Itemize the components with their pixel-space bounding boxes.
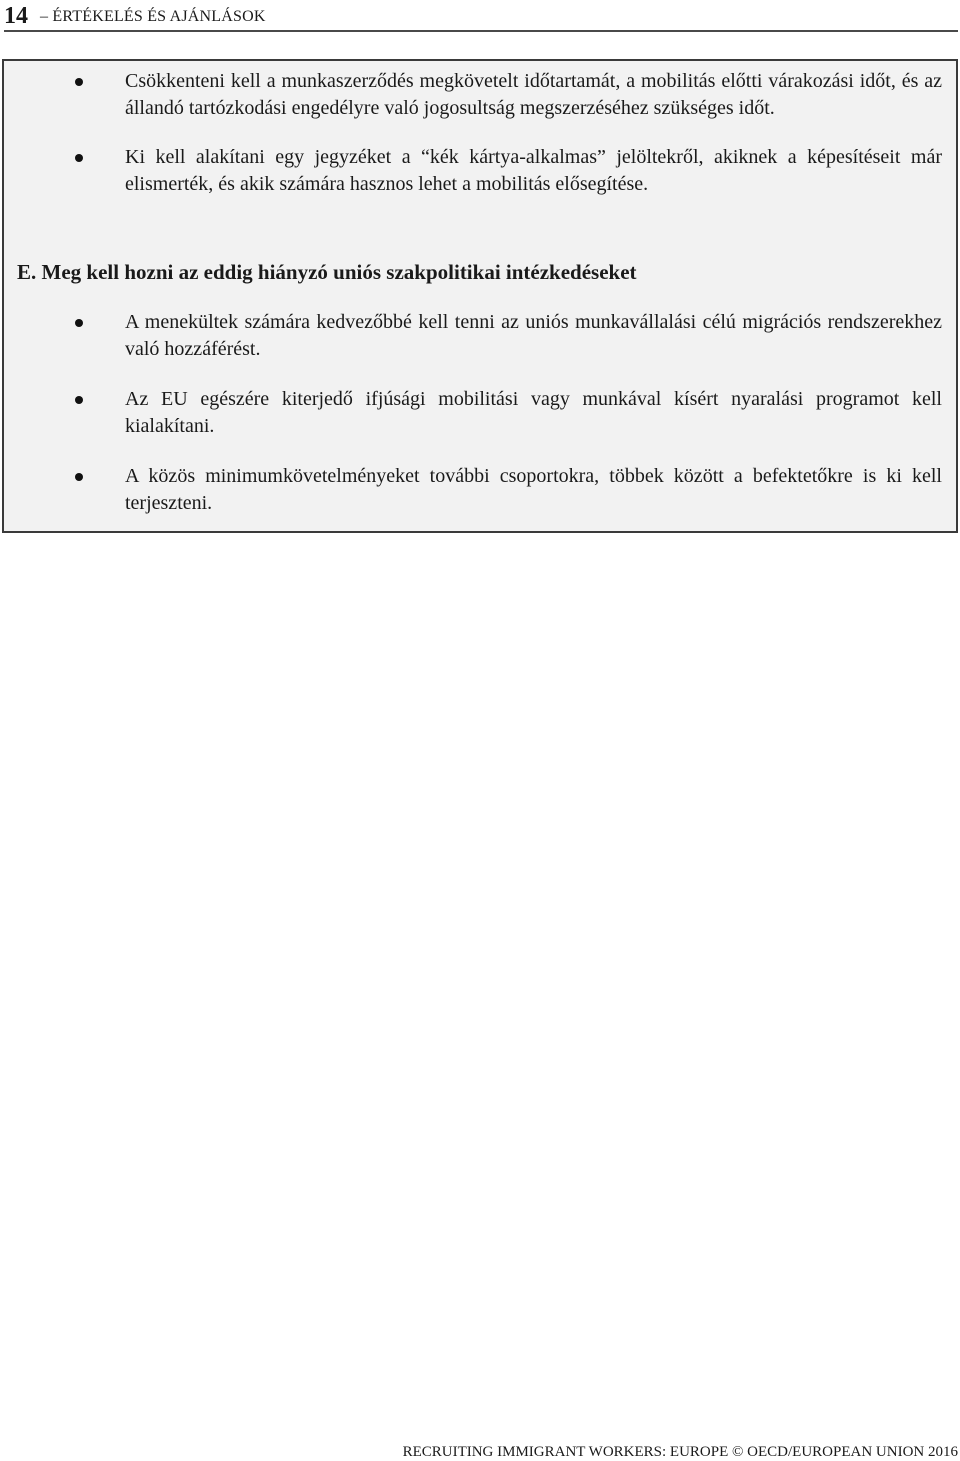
bullet-list-bottom <box>4 309 956 517</box>
bullet-icon <box>75 319 83 327</box>
bullet-list-top <box>4 68 956 198</box>
section-heading: E. Meg kell hozni az eddig hiányzó uniós szakpolitikai intézkedéseket <box>17 260 637 284</box>
list-item-text: Csökkenteni kell a munkaszerződés megkövetelt időtartamát, a mobilitás előtti várakozási időt, és az állandó tartózkodási engedélyre való jogosultság megszerzéséhez szükséges időt. <box>125 70 942 119</box>
list-item-text: Az EU egészére kiterjedő ifjúsági mobilitási vagy munkával kísért nyaralási programot kell kialakítani. <box>125 388 942 437</box>
bullet-icon <box>75 154 83 162</box>
list-item <box>4 386 956 440</box>
bullet-icon <box>75 78 83 86</box>
list-item <box>4 144 956 198</box>
list-item <box>4 309 956 363</box>
page-number: 14 <box>4 3 28 29</box>
running-title: – ÉRTÉKELÉS ÉS AJÁNLÁSOK <box>40 8 266 25</box>
list-item <box>4 68 956 122</box>
list-item-text: A menekültek számára kedvezőbbé kell tenni az uniós munkavállalási célú migrációs rendszerekhez való hozzáférést. <box>125 311 942 360</box>
bullet-icon <box>75 396 83 404</box>
list-item-text: Ki kell alakítani egy jegyzéket a “kék kártya-alkalmas” jelöltekről, akiknek a képesítéseit már elismerték, és akik számára hasznos lehet a mobilitás elősegítése. <box>125 146 942 195</box>
page-header <box>4 2 958 32</box>
list-item-text: A közös minimumkövetelményeket további csoportokra, többek között a befektetőkre is ki kell terjeszteni. <box>125 465 942 514</box>
page-footer: RECRUITING IMMIGRANT WORKERS: EUROPE © OECD/EUROPEAN UNION 2016 <box>402 1444 958 1460</box>
list-item <box>4 463 956 517</box>
recommendations-box <box>2 59 958 533</box>
bullet-icon <box>75 473 83 481</box>
